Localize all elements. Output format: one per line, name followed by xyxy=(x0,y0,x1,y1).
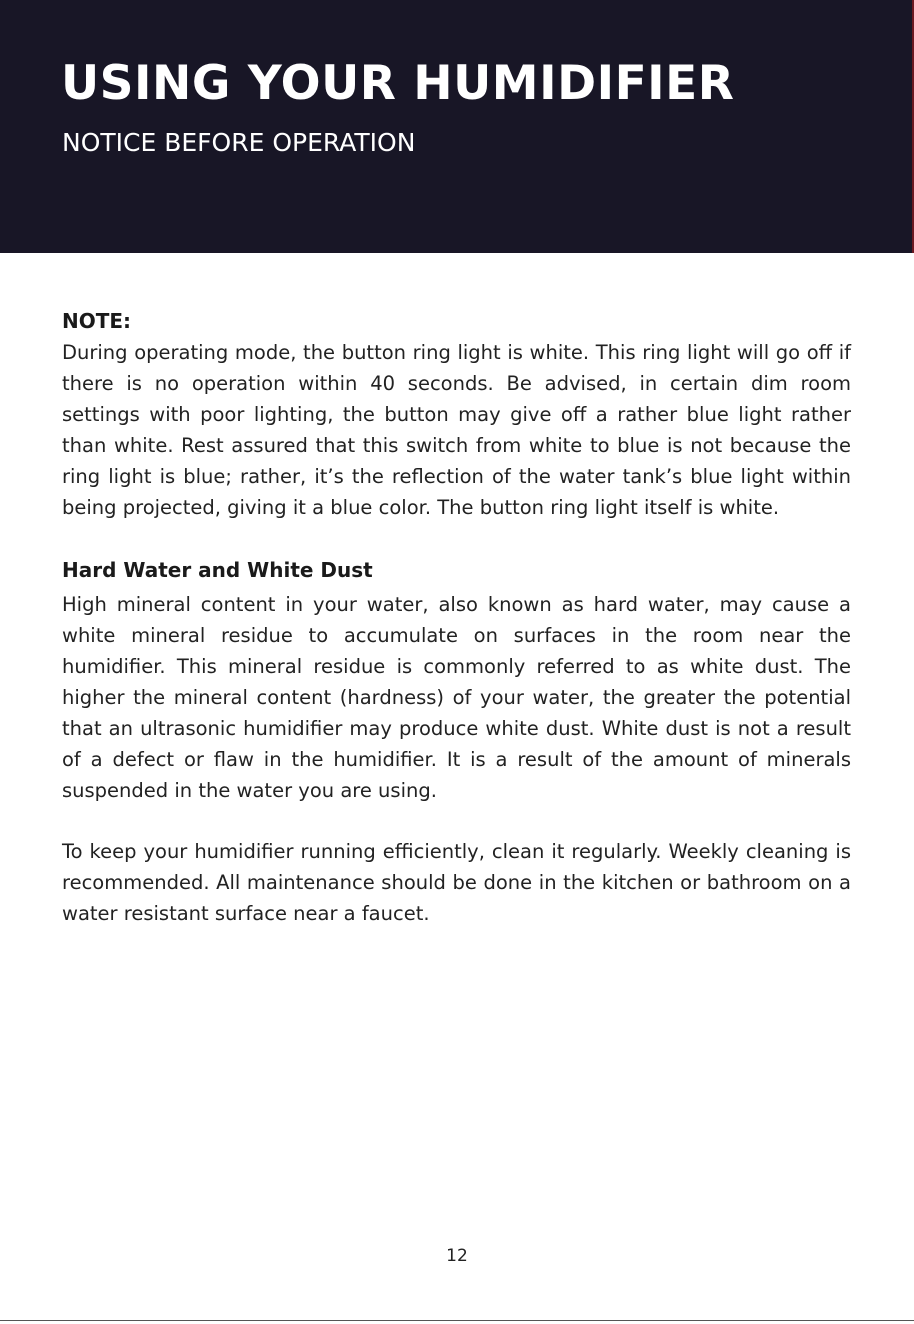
main-content xyxy=(62,306,851,929)
page-title: USING YOUR HUMIDIFIER xyxy=(61,56,735,111)
page-subtitle: NOTICE BEFORE OPERATION xyxy=(62,128,416,157)
note-heading: NOTE: xyxy=(62,309,132,333)
header-band xyxy=(0,0,914,253)
page-number: 12 xyxy=(446,1246,468,1266)
note-section xyxy=(62,306,851,523)
hard-water-paragraph: High mineral content in your water, also known as hard water, may cause a white mineral residue to accumulate on surfaces in the room near the humidifier. This mineral residue is commonly referred to as white dust. The higher the mineral content (hardness) of your water, the greater the potential that an ultrasonic humidifier may produce white dust. White dust is not a result of a defect or flaw in the humidifier. It is a result of the amount of minerals suspended in the water you are using. xyxy=(62,593,851,802)
cleaning-paragraph: To keep your humidifier running efficiently, clean it regularly. Weekly cleaning is recommended. All maintenance should be done in the kitchen or bathroom on a water resistant surface near a faucet. xyxy=(62,840,851,925)
note-paragraph: During operating mode, the button ring light is white. This ring light will go off if there is no operation within 40 seconds. Be advised, in certain dim room settings with poor lighting, the button may give off a rather blue light rather than white. Rest assured that this switch from white to blue is not because the ring light is blue; rather, it’s the reflection of the water tank’s blue light within being projected, giving it a blue color. The button ring light itself is white. xyxy=(62,341,851,519)
bottom-rule xyxy=(0,1320,914,1321)
hard-water-heading: Hard Water and White Dust xyxy=(62,558,373,582)
hard-water-section xyxy=(62,555,851,929)
